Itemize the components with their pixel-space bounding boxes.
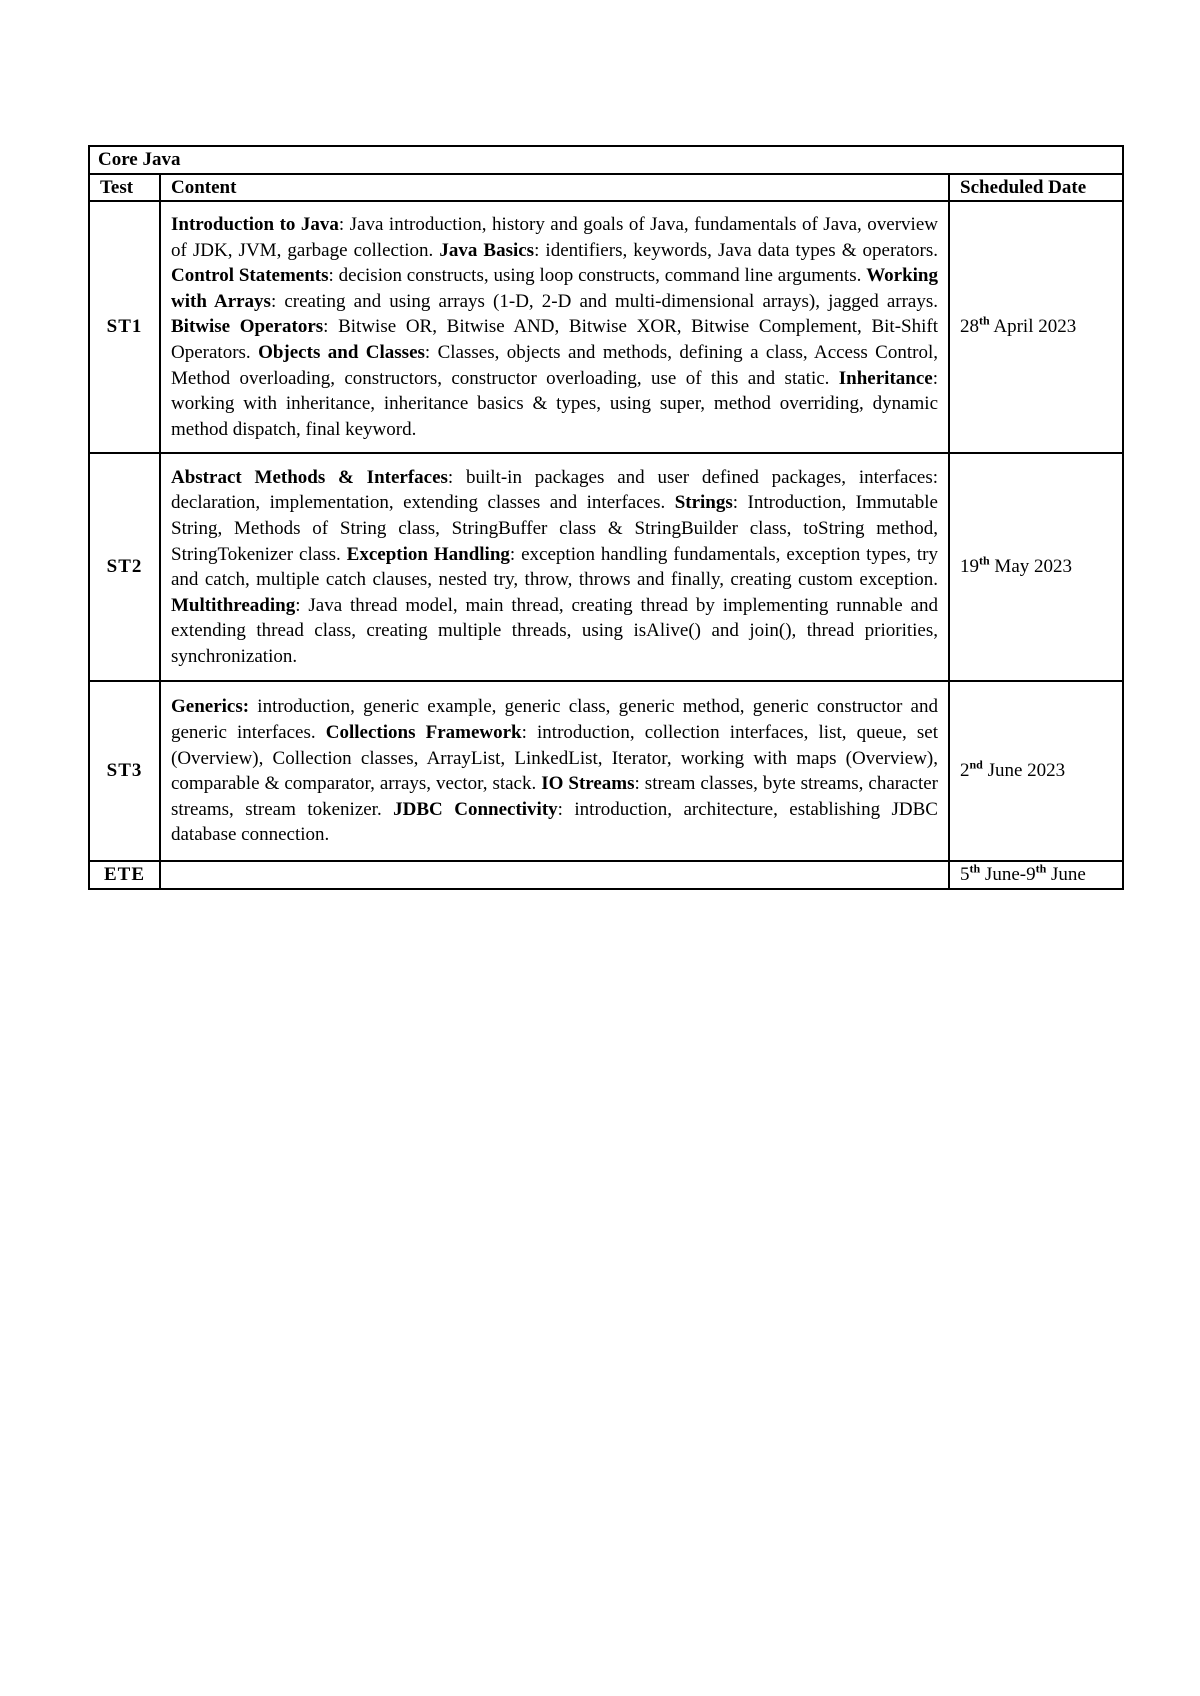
topic-description: : introduction, collection interfaces, list, queue, set (Overview), Collection classes, ArrayList, LinkedList, Iterator, working with maps (Overview), comparable & comparator, arrays, vector, stack. (171, 722, 938, 795)
topic-title: Abstract Methods & Interfaces (171, 466, 448, 488)
date-suffix: th (969, 861, 981, 876)
table-row (89, 201, 1123, 453)
topic-title: IO Streams (541, 773, 635, 795)
topic-title: Working with Arrays (171, 265, 939, 312)
test-id: ETE (89, 861, 160, 889)
table-row-ete (89, 861, 1123, 889)
date-suffix: nd (969, 758, 983, 773)
topic-title: JDBC Connectivity (393, 798, 558, 820)
date-day: 28 (960, 316, 979, 338)
scheduled-date (949, 681, 1123, 861)
header-content: Content (160, 174, 949, 202)
test-id: ST2 (89, 453, 160, 681)
date-rest: June 2023 (982, 760, 1066, 782)
date-rest: May 2023 (989, 556, 1072, 578)
table-row (89, 681, 1123, 861)
schedule-table (88, 145, 1124, 890)
content-cell (160, 201, 949, 453)
scheduled-date (949, 201, 1123, 453)
topic-title: Exception Handling (346, 543, 510, 565)
date-day: 19 (960, 556, 979, 578)
topic-title: Java Basics (439, 239, 535, 261)
topic-description: : creating and using arrays (1-D, 2-D and multi-dimensional arrays), jagged arrays. (270, 290, 938, 312)
header-test: Test (89, 174, 160, 202)
date-day: 2 (960, 760, 970, 782)
topic-description: : Introduction, Immutable String, Methods of String class, StringBuffer class & StringBuilder class, toString method, StringTokenizer class. (171, 492, 938, 565)
table-title: Core Java (89, 146, 1123, 174)
test-id: ST1 (89, 201, 160, 453)
topic-description: : Classes, objects and methods, defining a class, Access Control, Method overloading, constructors, constructor overloading, use of this and static. (171, 341, 938, 389)
topic-description: : decision constructs, using loop constructs, command line arguments. (328, 265, 867, 287)
topic-title: Bitwise Operators (171, 316, 324, 338)
topic-title: Introduction to Java (171, 214, 339, 236)
topic-description: : stream classes, byte streams, character streams, stream tokenizer. (171, 773, 938, 820)
content-cell (160, 681, 949, 861)
topic-description: : identifiers, keywords, Java data types & operators. (534, 239, 938, 261)
topic-description: : exception handling fundamentals, exception types, try and catch, multiple catch clauses, nested try, throw, throws and finally, creating custom exception. (171, 543, 938, 591)
date-day: 5 (960, 864, 970, 886)
topic-title: Generics: (171, 696, 250, 718)
date-rest: April 2023 (989, 316, 1077, 338)
scheduled-date (949, 861, 1123, 889)
topic-description: : working with inheritance, inheritance basics & types, using super, method overriding, dynamic method dispatch, final keyword. (171, 367, 938, 440)
table-header-row (89, 174, 1123, 202)
test-id: ST3 (89, 681, 160, 861)
topic-description: : Java thread model, main thread, creating thread by implementing runnable and extending thread class, creating multiple threads, using isAlive() and join(), thread priorities, synchronization. (171, 594, 938, 667)
table-row (89, 453, 1123, 681)
topic-description: : Bitwise OR, Bitwise AND, Bitwise XOR, Bitwise Complement, Bit-Shift Operators. (171, 316, 938, 363)
date-suffix: th (1035, 861, 1047, 876)
topic-title: Inheritance (838, 367, 933, 389)
topic-title: Strings (674, 492, 733, 514)
date-middle: June-9 (980, 864, 1036, 886)
topic-title: Collections Framework (325, 722, 522, 743)
topic-description: introduction, generic example, generic class, generic method, generic constructor and generic interfaces. (171, 696, 938, 743)
topic-description: : built-in packages and user defined packages, interfaces: declaration, implementation, extending classes and interfaces. (171, 466, 938, 514)
topic-title: Multithreading (171, 594, 296, 616)
topic-description: : introduction, architecture, establishing JDBC database connection. (171, 798, 938, 846)
date-rest: June (1046, 864, 1086, 886)
topic-description: : Java introduction, history and goals of Java, fundamentals of Java, overview of JDK, JVM, garbage collection. (171, 214, 938, 261)
topic-title: Objects and Classes (258, 341, 425, 363)
topic-title: Control Statements (171, 265, 329, 287)
scheduled-date (949, 453, 1123, 681)
date-suffix: th (979, 554, 990, 569)
content-cell (160, 861, 949, 889)
table-title-row (89, 146, 1123, 174)
date-suffix: th (979, 314, 990, 329)
header-scheduled-date: Scheduled Date (949, 174, 1123, 202)
content-cell (160, 453, 949, 681)
